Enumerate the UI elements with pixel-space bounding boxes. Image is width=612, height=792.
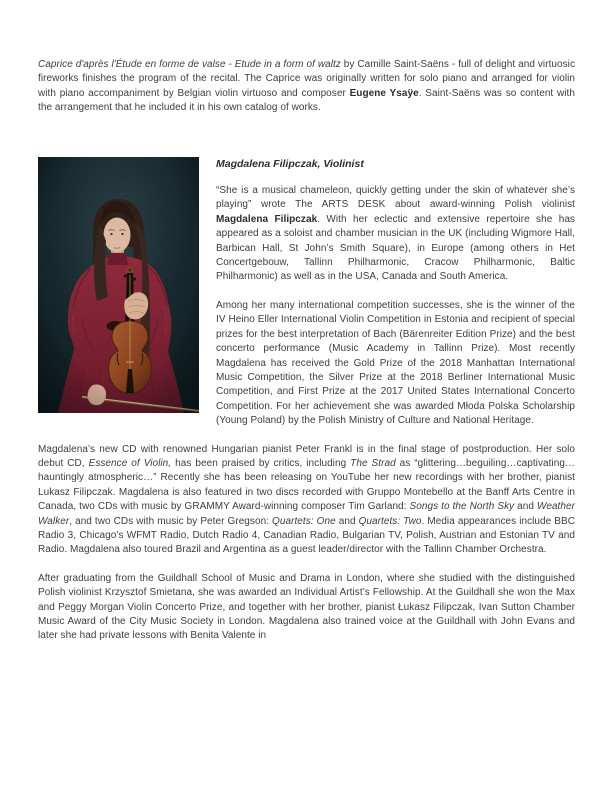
bio-paragraph-3 [38,443,575,558]
bio-heading: Magdalena Filipczak, Violinist [216,157,364,170]
text-segment: and [514,501,538,513]
violinist-photo-illustration [38,157,199,413]
text-segment: Among her many international competition successes, she is the winner of the IV Heino Eller International Violin Competition in Estonia and recipient of special prizes for the best interpretation of Bach (Bärenreiter Edition Prize) and the best concerto performance (Music Academy in Tallinn Prize). Most recently Magdalena has received the Gold Prize of the 2018 Manhattan International Music Competition, the Silver Prize at the 2018 Berliner International Music Competition, and First Prize at the 2017 United States International Concerto Competition. For her achievement she was awarded Młoda Polska Scholarship (Young Poland) by the Polish Ministry of Culture and National Heritage. [216,299,575,427]
text-segment: and [335,515,359,527]
text-segment: The Strad [350,457,396,469]
text-segment: has been praised by critics, including [171,457,351,469]
bio-paragraph-4 [38,572,575,644]
violinist-photo [38,157,199,413]
text-segment: as “glittering…beguiling…captivating…hauntingly atmospheric…” Recently she has been releasing on YouTube her new recordings with her brother, pianist Lukasz Filipczak. Magdalena is also featured in two discs recorded with Gruppo Montebello at the Banff Arts Centre in Canada, two CDs with music by GRAMMY Award-winning composer Tim Garland: [38,457,575,513]
text-segment: Eugene Ysaÿe [349,87,419,99]
text-segment: . With her eclectic and extensive repertoire she has appeared as a soloist and chamber musician in the UK (including Wigmore Hall, Barbican Hall, St John’s Smith Square), in Europe (among others in Het Concertgebouw, Tallinn Philharmonic, Cracow Philharmonic, Baltic Philharmonic) as well as in the USA, Canada and South America. [216,213,575,283]
text-segment: Magdalena’s new CD with renowned Hungarian pianist Peter Frankl is in the final stage of postproduction. Her solo debut CD, [38,443,575,469]
intro-paragraph [38,58,575,116]
text-segment: . Saint-Saëns was so content with the arrangement that he included it in his own catalog of works. [38,87,575,114]
bio-section [38,157,575,658]
text-segment: Songs to the North Sky [409,501,515,513]
text-segment: “She is a musical chameleon, quickly getting under the skin of whatever she’s playing” wrote The ARTS DESK about award-winning Polish violinist [216,185,575,211]
text-segment: Quartets: One [272,515,336,527]
text-segment: Essence of Violin, [88,457,172,469]
text-segment: Weather Walker [38,501,575,527]
text-segment: by Camille Saint-Saëns - full of delight and virtuosic fireworks finishes the program of the recital. The Caprice was originally written for solo piano and arranged for violin with piano accompaniment by Belgian violin virtuoso and composer [38,59,575,99]
text-segment: Magdalena Filipczak [216,213,318,225]
text-segment: , and two CDs with music by Peter Gregson: [69,515,273,527]
text-segment: Quartets: Two [358,515,422,527]
text-segment: Caprice d'après l'Étude en forme de valse - Etude in a form of waltz [38,59,341,70]
text-segment: After graduating from the Guildhall School of Music and Drama in London, where she studied with the distinguished Polish violinist Krzysztof Smietana, she was awarded an Individual Artist’s Fellowship. At the Guildhall she won the Max and Peggy Morgan Violin Concerto Prize, and together with her brother, pianist Łukasz Filipczak, Ivan Sutton Chamber Music Award of the City Music Society in London. Magdalena also trained voice at the Guildhall with John Evans and later she had private lessons with Benita Valente in [38,572,575,642]
text-segment: . Media appearances include BBC Radio 3, Chicago’s WFMT Radio, Dutch Radio 4, Canadian Radio, Bulgarian TV, Polish, Austrian and Estonian TV and Radio. Magdalena also toured Brazil and Argentina as a guest leader/director with the Tallinn Chamber Orchestra. [38,515,575,556]
